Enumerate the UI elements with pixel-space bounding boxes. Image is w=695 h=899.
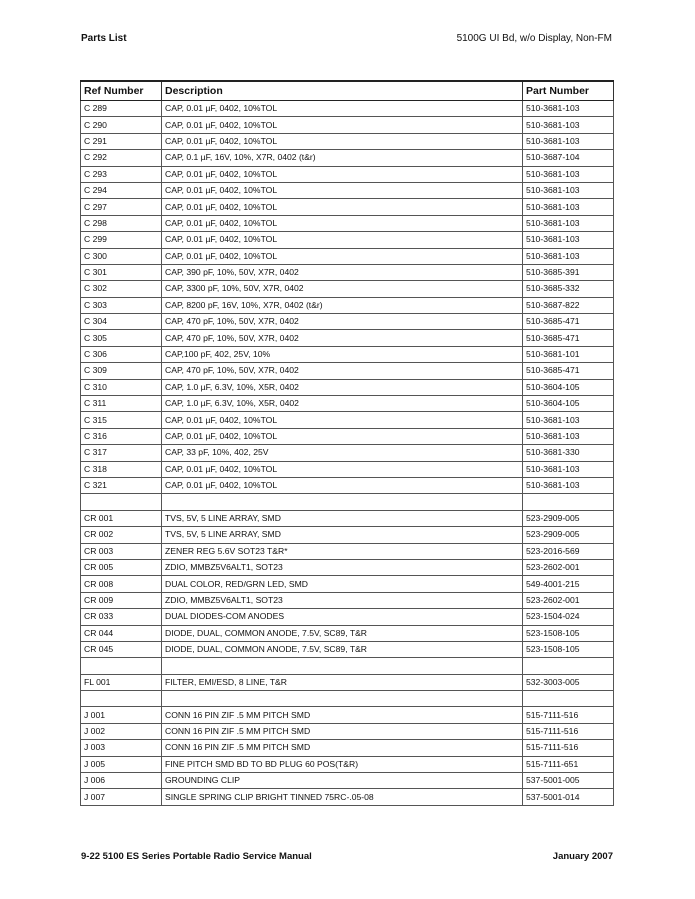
table-row <box>81 723 614 739</box>
cell-part-number: 510-3681-103 <box>523 101 614 117</box>
table-row <box>81 658 614 674</box>
cell-description: CAP, 0.01 µF, 0402, 10%TOL <box>162 182 523 198</box>
table-row <box>81 527 614 543</box>
cell-ref-number: CR 002 <box>81 527 162 543</box>
cell-part-number: 510-3604-105 <box>523 396 614 412</box>
table-row <box>81 101 614 117</box>
cell-ref-number: C 315 <box>81 412 162 428</box>
cell-ref-number: CR 008 <box>81 576 162 592</box>
cell-part-number: 515-7111-651 <box>523 756 614 772</box>
cell-description: DUAL DIODES-COM ANODES <box>162 609 523 625</box>
table-row <box>81 609 614 625</box>
cell-ref-number: C 303 <box>81 297 162 313</box>
cell-description: CAP, 3300 pF, 10%, 50V, X7R, 0402 <box>162 281 523 297</box>
cell-description: CAP, 0.01 µF, 0402, 10%TOL <box>162 477 523 493</box>
cell-ref-number: CR 044 <box>81 625 162 641</box>
cell-part-number: 523-2602-001 <box>523 559 614 575</box>
cell-description: GROUNDING CLIP <box>162 773 523 789</box>
cell-part-number: 532-3003-005 <box>523 674 614 690</box>
cell-description: CAP,100 pF, 402, 25V, 10% <box>162 346 523 362</box>
table-row <box>81 674 614 690</box>
cell-ref-number: J 005 <box>81 756 162 772</box>
table-row <box>81 756 614 772</box>
table-row <box>81 789 614 805</box>
table-row <box>81 773 614 789</box>
cell-description: ZDIO, MMBZ5V6ALT1, SOT23 <box>162 592 523 608</box>
cell-part-number: 510-3685-471 <box>523 330 614 346</box>
cell-ref-number: CR 033 <box>81 609 162 625</box>
cell-part-number: 510-3681-103 <box>523 166 614 182</box>
table-row <box>81 314 614 330</box>
table-row <box>81 494 614 510</box>
cell-description: CAP, 0.01 µF, 0402, 10%TOL <box>162 199 523 215</box>
cell-ref-number: C 306 <box>81 346 162 362</box>
table-row <box>81 691 614 707</box>
cell-ref-number: C 302 <box>81 281 162 297</box>
cell-ref-number: CR 001 <box>81 510 162 526</box>
cell-part-number: 510-3681-103 <box>523 477 614 493</box>
table-header-row <box>81 81 614 101</box>
cell-ref-number: C 304 <box>81 314 162 330</box>
cell-ref-number: C 299 <box>81 232 162 248</box>
cell-ref-number: C 311 <box>81 396 162 412</box>
cell-ref-number: J 001 <box>81 707 162 723</box>
cell-ref-number: C 294 <box>81 182 162 198</box>
cell-part-number: 523-1504-024 <box>523 609 614 625</box>
cell-description: CAP, 1.0 µF, 6.3V, 10%, X5R, 0402 <box>162 396 523 412</box>
cell-description: CAP, 470 pF, 10%, 50V, X7R, 0402 <box>162 363 523 379</box>
table-row <box>81 182 614 198</box>
cell-part-number: 523-1508-105 <box>523 641 614 657</box>
table-row <box>81 477 614 493</box>
cell-part-number: 510-3681-330 <box>523 445 614 461</box>
cell-part-number <box>523 691 614 707</box>
cell-ref-number: J 007 <box>81 789 162 805</box>
cell-part-number: 515-7111-516 <box>523 723 614 739</box>
footer-page-info: 9-22 5100 ES Series Portable Radio Service Manual <box>81 851 312 862</box>
table-row <box>81 559 614 575</box>
cell-description: FILTER, EMI/ESD, 8 LINE, T&R <box>162 674 523 690</box>
cell-part-number: 510-3681-103 <box>523 412 614 428</box>
table-row <box>81 166 614 182</box>
cell-ref-number: C 316 <box>81 428 162 444</box>
cell-description: CAP, 8200 pF, 16V, 10%, X7R, 0402 (t&r) <box>162 297 523 313</box>
cell-description: CONN 16 PIN ZIF .5 MM PITCH SMD <box>162 740 523 756</box>
cell-description: CONN 16 PIN ZIF .5 MM PITCH SMD <box>162 707 523 723</box>
cell-ref-number: J 002 <box>81 723 162 739</box>
cell-ref-number: C 290 <box>81 117 162 133</box>
cell-description: CAP, 0.01 µF, 0402, 10%TOL <box>162 101 523 117</box>
footer-date: January 2007 <box>552 851 613 862</box>
cell-part-number: 523-2602-001 <box>523 592 614 608</box>
cell-part-number: 510-3681-103 <box>523 199 614 215</box>
cell-part-number: 510-3687-822 <box>523 297 614 313</box>
table-row <box>81 199 614 215</box>
table-row <box>81 445 614 461</box>
cell-part-number: 510-3681-103 <box>523 182 614 198</box>
cell-description <box>162 691 523 707</box>
cell-description: CAP, 0.01 µF, 0402, 10%TOL <box>162 428 523 444</box>
cell-part-number: 510-3681-103 <box>523 117 614 133</box>
cell-ref-number: FL 001 <box>81 674 162 690</box>
cell-ref-number: C 291 <box>81 133 162 149</box>
cell-description: ZENER REG 5.6V SOT23 T&R* <box>162 543 523 559</box>
cell-description: DUAL COLOR, RED/GRN LED, SMD <box>162 576 523 592</box>
cell-part-number: 523-2016-569 <box>523 543 614 559</box>
cell-description: CAP, 0.1 µF, 16V, 10%, X7R, 0402 (t&r) <box>162 150 523 166</box>
cell-description: CAP, 0.01 µF, 0402, 10%TOL <box>162 412 523 428</box>
table-row <box>81 215 614 231</box>
table-row <box>81 625 614 641</box>
table-row <box>81 461 614 477</box>
table-row <box>81 297 614 313</box>
cell-ref-number: C 301 <box>81 264 162 280</box>
cell-part-number: 510-3685-471 <box>523 314 614 330</box>
cell-part-number: 510-3681-103 <box>523 461 614 477</box>
cell-ref-number: C 297 <box>81 199 162 215</box>
cell-description: CAP, 0.01 µF, 0402, 10%TOL <box>162 232 523 248</box>
cell-ref-number: C 318 <box>81 461 162 477</box>
table-row <box>81 232 614 248</box>
cell-part-number: 510-3681-103 <box>523 232 614 248</box>
cell-ref-number <box>81 658 162 674</box>
header-section-title: Parts List <box>81 33 127 44</box>
table-row <box>81 740 614 756</box>
cell-ref-number <box>81 691 162 707</box>
cell-description: FINE PITCH SMD BD TO BD PLUG 60 POS(T&R) <box>162 756 523 772</box>
table-row <box>81 248 614 264</box>
table-row <box>81 396 614 412</box>
cell-description: CAP, 0.01 µF, 0402, 10%TOL <box>162 133 523 149</box>
table-row <box>81 428 614 444</box>
cell-part-number: 515-7111-516 <box>523 740 614 756</box>
cell-description: SINGLE SPRING CLIP BRIGHT TINNED 75RC-.05-08 <box>162 789 523 805</box>
cell-part-number: 537-5001-014 <box>523 789 614 805</box>
column-header-ref: Ref Number <box>81 81 162 101</box>
cell-part-number: 510-3685-391 <box>523 264 614 280</box>
table-row <box>81 363 614 379</box>
cell-part-number: 510-3681-103 <box>523 133 614 149</box>
cell-description <box>162 494 523 510</box>
cell-part-number: 510-3604-105 <box>523 379 614 395</box>
table-row <box>81 281 614 297</box>
table-row <box>81 133 614 149</box>
cell-ref-number: C 317 <box>81 445 162 461</box>
cell-part-number: 510-3687-104 <box>523 150 614 166</box>
cell-part-number: 549-4001-215 <box>523 576 614 592</box>
column-header-part-number: Part Number <box>523 81 614 101</box>
cell-part-number: 510-3681-103 <box>523 428 614 444</box>
table-row <box>81 117 614 133</box>
cell-part-number: 523-2909-005 <box>523 510 614 526</box>
cell-ref-number: C 298 <box>81 215 162 231</box>
column-header-description: Description <box>162 81 523 101</box>
cell-part-number: 510-3685-332 <box>523 281 614 297</box>
cell-ref-number: C 321 <box>81 477 162 493</box>
table-row <box>81 346 614 362</box>
cell-ref-number: J 003 <box>81 740 162 756</box>
cell-part-number: 510-3681-103 <box>523 215 614 231</box>
parts-table <box>80 80 614 806</box>
cell-description: CAP, 470 pF, 10%, 50V, X7R, 0402 <box>162 314 523 330</box>
cell-ref-number: CR 045 <box>81 641 162 657</box>
header-board-name: 5100G UI Bd, w/o Display, Non-FM <box>456 33 612 44</box>
cell-description: CAP, 1.0 µF, 6.3V, 10%, X5R, 0402 <box>162 379 523 395</box>
parts-table-body <box>81 101 614 806</box>
cell-part-number: 523-2909-005 <box>523 527 614 543</box>
cell-part-number: 537-5001-005 <box>523 773 614 789</box>
cell-description: TVS, 5V, 5 LINE ARRAY, SMD <box>162 527 523 543</box>
table-row <box>81 412 614 428</box>
cell-description: CAP, 390 pF, 10%, 50V, X7R, 0402 <box>162 264 523 280</box>
table-row <box>81 150 614 166</box>
cell-ref-number: C 300 <box>81 248 162 264</box>
table-row <box>81 264 614 280</box>
cell-description: CONN 16 PIN ZIF .5 MM PITCH SMD <box>162 723 523 739</box>
table-row <box>81 576 614 592</box>
cell-ref-number: C 289 <box>81 101 162 117</box>
cell-description: DIODE, DUAL, COMMON ANODE, 7.5V, SC89, T&R <box>162 625 523 641</box>
cell-description: TVS, 5V, 5 LINE ARRAY, SMD <box>162 510 523 526</box>
table-row <box>81 330 614 346</box>
table-row <box>81 592 614 608</box>
cell-part-number: 510-3685-471 <box>523 363 614 379</box>
cell-ref-number: C 310 <box>81 379 162 395</box>
table-row <box>81 641 614 657</box>
table-row <box>81 543 614 559</box>
cell-description: CAP, 0.01 µF, 0402, 10%TOL <box>162 215 523 231</box>
cell-description: CAP, 33 pF, 10%, 402, 25V <box>162 445 523 461</box>
cell-part-number <box>523 658 614 674</box>
cell-ref-number: CR 005 <box>81 559 162 575</box>
cell-description: CAP, 470 pF, 10%, 50V, X7R, 0402 <box>162 330 523 346</box>
cell-part-number <box>523 494 614 510</box>
table-row <box>81 379 614 395</box>
cell-part-number: 523-1508-105 <box>523 625 614 641</box>
cell-description: CAP, 0.01 µF, 0402, 10%TOL <box>162 166 523 182</box>
cell-part-number: 510-3681-101 <box>523 346 614 362</box>
cell-ref-number: C 309 <box>81 363 162 379</box>
cell-ref-number <box>81 494 162 510</box>
cell-description: DIODE, DUAL, COMMON ANODE, 7.5V, SC89, T&R <box>162 641 523 657</box>
cell-description: CAP, 0.01 µF, 0402, 10%TOL <box>162 248 523 264</box>
cell-ref-number: CR 009 <box>81 592 162 608</box>
table-row <box>81 510 614 526</box>
cell-part-number: 510-3681-103 <box>523 248 614 264</box>
cell-ref-number: C 293 <box>81 166 162 182</box>
cell-description <box>162 658 523 674</box>
cell-ref-number: C 292 <box>81 150 162 166</box>
cell-ref-number: J 006 <box>81 773 162 789</box>
cell-ref-number: CR 003 <box>81 543 162 559</box>
cell-description: ZDIO, MMBZ5V6ALT1, SOT23 <box>162 559 523 575</box>
cell-description: CAP, 0.01 µF, 0402, 10%TOL <box>162 461 523 477</box>
cell-part-number: 515-7111-516 <box>523 707 614 723</box>
cell-description: CAP, 0.01 µF, 0402, 10%TOL <box>162 117 523 133</box>
cell-ref-number: C 305 <box>81 330 162 346</box>
table-row <box>81 707 614 723</box>
